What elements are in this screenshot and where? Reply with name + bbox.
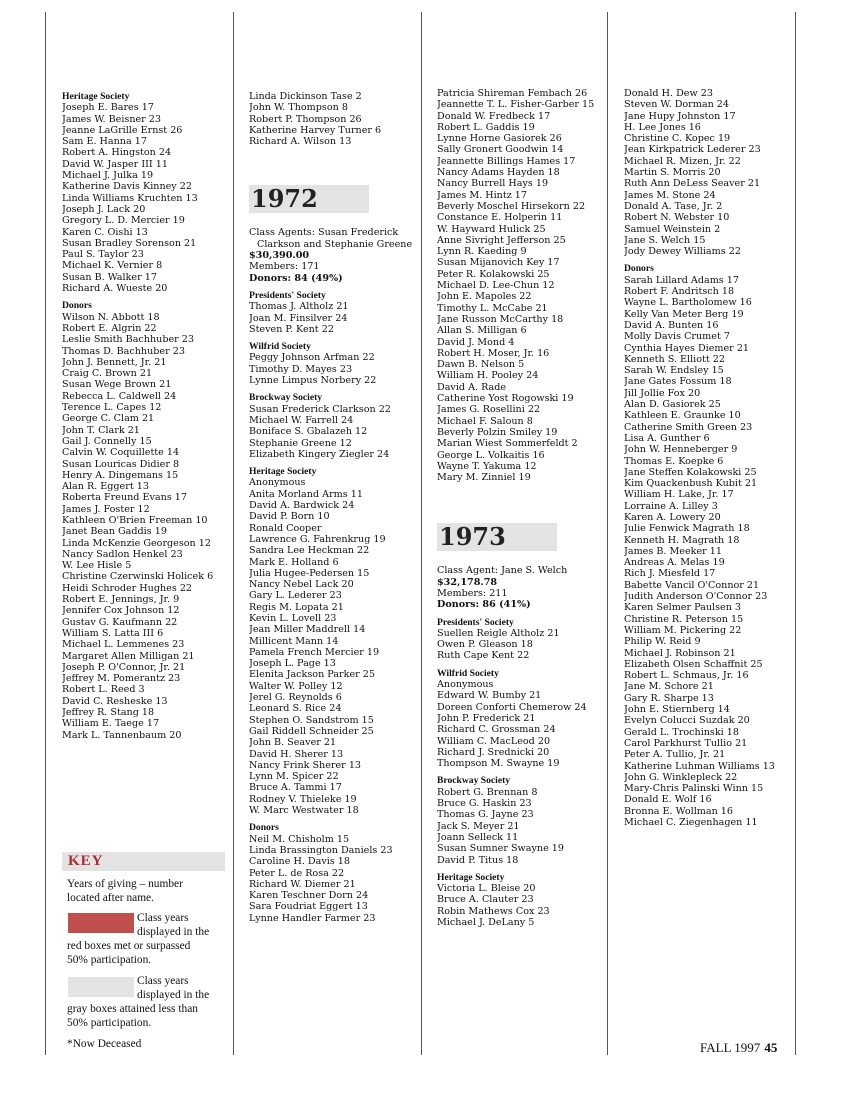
donor-name: David W. Jasper III 11 <box>62 158 168 170</box>
donor-name: Joann Selleck 11 <box>437 831 519 843</box>
key-header <box>62 852 225 871</box>
donor-name: Jean Miller Maddrell 14 <box>249 624 366 636</box>
donor-name: Joseph P. O'Connor, Jr. 21 <box>62 661 186 673</box>
donor-name: Jerel G. Reynolds 6 <box>249 692 342 704</box>
donor-name: Jeanne LaGrille Ernst 26 <box>62 124 183 136</box>
donor-name: Timothy L. McCabe 21 <box>437 302 548 314</box>
donor-name: Margaret Allen Milligan 21 <box>62 650 195 662</box>
donor-name: Wayne L. Bartholomew 16 <box>624 297 752 309</box>
donor-name: Joan M. Finsilver 24 <box>249 312 348 324</box>
deceased-note: *Now Deceased <box>67 1038 142 1050</box>
donor-name: Nancy Burrell Hays 19 <box>437 178 549 190</box>
donor-name: Lisa A. Gunther 6 <box>624 432 710 444</box>
section-title: Brockway Society <box>437 775 511 787</box>
donor-name: Robert L. Reed 3 <box>62 684 145 696</box>
donor-name: Gustav G. Kaufmann 22 <box>62 616 178 628</box>
donor-name: Anonymous <box>249 477 306 489</box>
donor-name: Joseph J. Lack 20 <box>62 203 146 215</box>
donor-name: Regis M. Lopata 21 <box>249 601 344 613</box>
donor-name: William H. Lake, Jr. 17 <box>624 489 734 501</box>
donor-name: James M. Hintz 17 <box>437 189 528 201</box>
donor-name: Michael J. Robinson 21 <box>624 647 736 659</box>
donor-name: Bruce G. Haskin 23 <box>437 798 532 810</box>
donor-name: Jeffrey R. Stang 18 <box>62 707 155 719</box>
column-rule-4 <box>607 12 608 1055</box>
donor-name: Craig C. Brown 21 <box>62 368 153 380</box>
donor-name: Donald E. Wolf 16 <box>624 794 712 806</box>
donor-name: David H. Sherer 13 <box>249 748 344 760</box>
donor-name: James G. Rosellini 22 <box>437 404 541 416</box>
issue-label: FALL 1997 <box>700 1040 761 1055</box>
donor-name: Kathleen O'Brien Freeman 10 <box>62 514 208 526</box>
donor-name: Paul S. Taylor 23 <box>62 249 144 261</box>
donor-name: Donald H. Dew 23 <box>624 88 713 99</box>
donor-name: Ronald Cooper <box>249 522 322 534</box>
donor-name: Wilson N. Abbott 18 <box>62 311 160 323</box>
donor-name: Timothy D. Mayes 23 <box>249 363 353 375</box>
donor-name: Jean Kirkpatrick Lederer 23 <box>624 144 761 156</box>
donor-name: Elizabeth Kingery Ziegler 24 <box>249 448 390 460</box>
donor-name: William E. Taege 17 <box>62 718 160 730</box>
donor-name: Millicent Mann 14 <box>249 635 339 647</box>
section-title: Presidents' Society <box>249 289 326 301</box>
donor-name: Mary M. Zinniel 19 <box>437 472 531 484</box>
donor-name: Kim Quackenbush Kubit 21 <box>624 478 758 490</box>
donor-name: Anne Sivright Jefferson 25 <box>437 234 566 246</box>
section-title: Donors <box>624 263 654 275</box>
donor-name: Beverly Moschel Hirsekorn 22 <box>437 200 586 212</box>
column-rule-5 <box>795 12 796 1055</box>
donor-name: Judith Anderson O'Connor 23 <box>624 591 768 603</box>
donor-name: Julia Hugee-Pedersen 15 <box>249 567 370 579</box>
donor-name: John E. Stiernberg 14 <box>624 704 730 716</box>
donor-name: Peter A. Tullio, Jr. 21 <box>624 749 726 761</box>
donor-name: George C. Clam 21 <box>62 413 155 425</box>
donor-name: Alan R. Eggert 13 <box>62 481 149 493</box>
column-4 <box>624 88 794 828</box>
donor-name: David A. Bardwick 24 <box>249 500 355 512</box>
donor-name: Nancy Sadlon Henkel 23 <box>62 548 183 560</box>
column-rule-3 <box>421 12 422 1055</box>
donor-name: Jill Jollie Fox 20 <box>624 387 701 399</box>
donor-name: Alan D. Gasiorek 25 <box>624 399 721 411</box>
donor-name: Henry A. Dingemans 15 <box>62 469 179 481</box>
class-agents: Class Agent: Jane S. Welch <box>437 565 568 577</box>
donor-name: John B. Seaver 21 <box>249 737 337 749</box>
class-agents-cont: Clarkson and Stephanie Greene <box>257 238 413 250</box>
donor-name: Gail J. Connelly 15 <box>62 435 152 447</box>
donor-name: Ruth Ann DeLess Seaver 21 <box>624 178 761 190</box>
donor-name: Robert H. Moser, Jr. 16 <box>437 347 550 359</box>
key-red-line-2: displayed in the <box>137 926 210 938</box>
key-gray-line-4: 50% participation. <box>67 1017 152 1029</box>
section-title: Heritage Society <box>249 466 317 478</box>
donor-name: William C. MacLeod 20 <box>437 735 551 747</box>
donor-name: W. Marc Westwater 18 <box>249 805 359 817</box>
donor-name: Boniface S. Gbalazeh 12 <box>249 426 368 438</box>
donor-name: Thompson M. Swayne 19 <box>437 758 560 770</box>
donor-name: Nancy Nebel Lack 20 <box>249 579 354 591</box>
donor-name: John G. Winklepleck 22 <box>624 771 738 783</box>
donor-name: Christine R. Peterson 15 <box>624 613 744 625</box>
donor-name: Jody Dewey Williams 22 <box>624 246 741 258</box>
donor-name: Kenneth S. Elliott 22 <box>624 353 725 365</box>
donor-name: Robert E. Jennings, Jr. 9 <box>62 594 180 606</box>
donor-name: Ruth Cape Kent 22 <box>437 650 530 662</box>
donor-name: Michael F. Saloun 8 <box>437 415 533 427</box>
donor-name: Sara Foudriat Eggert 13 <box>249 901 368 913</box>
donor-name: John T. Clark 21 <box>62 424 140 436</box>
donor-name: Lynn R. Kaeding 9 <box>437 246 527 258</box>
donor-name: Susan Bradley Sorenson 21 <box>62 237 197 249</box>
donor-name: Lynne Limpus Norbery 22 <box>249 375 377 387</box>
donor-name: Mary-Chris Palinski Winn 15 <box>624 783 764 795</box>
donor-name: William M. Pickering 22 <box>624 624 742 636</box>
donor-name: Kevin L. Lovell 23 <box>249 612 337 624</box>
section-title: Heritage Society <box>62 91 130 102</box>
donor-name: Evelyn Colucci Suzdak 20 <box>624 715 750 727</box>
donor-name: Robert E. Algrin 22 <box>62 322 157 334</box>
donor-name: Katherine Harvey Turner 6 <box>249 124 382 136</box>
donor-name: Robin Mathews Cox 23 <box>437 905 550 917</box>
column-rule-1 <box>45 12 46 1055</box>
donor-name: Rebecca L. Caldwell 24 <box>62 390 177 402</box>
donor-name: Linda Williams Kruchten 13 <box>62 192 198 204</box>
class-agents: Class Agents: Susan Frederick <box>249 227 399 239</box>
column-rule-2 <box>233 12 234 1055</box>
donor-name: Marian Wiest Sommerfeldt 2 <box>437 438 578 450</box>
class-year-box <box>437 523 557 551</box>
donor-name: Michael K. Vernier 8 <box>62 260 163 272</box>
donor-name: Gary L. Lederer 23 <box>249 590 342 602</box>
donor-name: Steven W. Dorman 24 <box>624 99 730 111</box>
donor-name: Kelly Van Meter Berg 19 <box>624 308 744 320</box>
donor-name: Richard A. Wueste 20 <box>62 283 168 295</box>
donor-name: W. Hayward Hulick 25 <box>437 223 546 235</box>
donor-name: Susan Sumner Swayne 19 <box>437 843 565 855</box>
donor-name: Rich J. Miesfeld 17 <box>624 568 716 580</box>
donor-name: John W. Thompson 8 <box>249 102 348 114</box>
donor-name: Heidi Schroder Hughes 22 <box>62 582 193 594</box>
donor-name: Jane S. Welch 15 <box>624 234 706 246</box>
donor-name: Linda McKenzie Georgeson 12 <box>62 537 211 549</box>
donor-name: Peter L. de Rosa 22 <box>249 867 345 879</box>
donor-name: Anita Morland Arms 11 <box>249 488 363 500</box>
donor-name: Peter R. Kolakowski 25 <box>437 268 550 280</box>
key-gray-line-3: gray boxes attained less than <box>67 1003 198 1015</box>
donor-name: Constance E. Holperin 11 <box>437 212 563 224</box>
donor-name: John J. Bennett, Jr. 21 <box>62 356 167 368</box>
donor-name: John P. Frederick 21 <box>437 712 536 724</box>
donor-name: Andreas A. Melas 19 <box>624 557 725 569</box>
donor-name: Linda Dickinson Tase 2 <box>249 91 362 102</box>
donor-name: Nancy Adams Hayden 18 <box>437 167 560 179</box>
donor-name: James M. Stone 24 <box>624 189 716 201</box>
donor-name: Robert G. Brennan 8 <box>437 786 538 798</box>
donor-name: Dawn B. Nelson 5 <box>437 359 525 371</box>
donor-name: Thomas E. Koepke 6 <box>624 455 724 467</box>
donor-name: Joseph L. Page 13 <box>249 658 336 670</box>
donor-name: Gregory L. D. Mercier 19 <box>62 215 185 227</box>
donor-name: Catherine Yost Rogowski 19 <box>437 393 574 405</box>
key-red-line-1: Class years <box>137 912 189 924</box>
donor-name: Carol Parkhurst Tullio 21 <box>624 737 748 749</box>
donor-name: Steven P. Kent 22 <box>249 323 334 335</box>
donor-name: Calvin W. Coquillette 14 <box>62 447 180 459</box>
donor-name: Robert N. Webster 10 <box>624 212 730 224</box>
donor-name: W. Lee Hisle 5 <box>62 560 132 572</box>
donor-name: Michael R. Mizen, Jr. 22 <box>624 155 741 167</box>
donor-name: Susan B. Walker 17 <box>62 271 157 283</box>
section-title: Heritage Society <box>437 871 505 883</box>
donor-name: Thomas G. Jayne 23 <box>437 809 534 821</box>
class-donors: Donors: 86 (41%) <box>437 599 531 611</box>
donor-name: Nancy Frink Sherer 13 <box>249 759 362 771</box>
key-intro-line-2: located after name. <box>67 892 154 904</box>
donor-name: Doreen Conforti Chemerow 24 <box>437 701 587 713</box>
donor-name: Kenneth H. Magrath 18 <box>624 534 740 546</box>
donor-name: Cynthia Hayes Diemer 21 <box>624 342 750 354</box>
donor-name: Lynn M. Spicer 22 <box>249 771 339 783</box>
donor-name: Richard A. Wilson 13 <box>249 136 352 148</box>
donor-name: Susan Mijanovich Key 17 <box>437 257 560 269</box>
donor-name: Catherine Smith Green 23 <box>624 421 753 433</box>
donor-name: David J. Mond 4 <box>437 336 515 348</box>
class-members: Members: 211 <box>437 587 508 599</box>
class-year-box <box>249 185 369 213</box>
donor-name: Robert L. Gaddis 19 <box>437 121 535 133</box>
donor-name: Leslie Smith Bachhuber 23 <box>62 334 194 346</box>
class-amount: $30,390.00 <box>249 250 310 262</box>
gray-swatch <box>68 977 134 997</box>
donor-name: George L. Volkaitis 16 <box>437 449 545 461</box>
donor-name: Roberta Freund Evans 17 <box>62 492 187 504</box>
donor-name: Jane M. Schore 21 <box>624 681 714 693</box>
donor-name: Richard J. Srednicki 20 <box>437 746 550 758</box>
donor-name: Rodney V. Thieleke 19 <box>249 793 357 805</box>
donor-name: Sarah W. Endsley 15 <box>624 365 724 377</box>
donor-name: Karen Teschner Dorn 24 <box>249 890 369 902</box>
donor-name: John E. Mapoles 22 <box>437 291 532 303</box>
donor-name: Michael L. Lemmenes 23 <box>62 639 185 651</box>
donor-name: David P. Titus 18 <box>437 854 519 866</box>
donor-name: Anonymous <box>437 679 494 691</box>
donor-name: Susan Louricas Didier 8 <box>62 458 180 470</box>
donor-name: Richard C. Grossman 24 <box>437 724 556 736</box>
donor-name: Allan S. Milligan 6 <box>437 325 527 337</box>
key-title: KEY <box>68 853 104 869</box>
donor-name: Sally Gronert Goodwin 14 <box>437 144 564 156</box>
donor-name: Patricia Shireman Fembach 26 <box>437 88 588 99</box>
donor-name: Jack S. Meyer 21 <box>437 820 520 832</box>
donor-name: Michael W. Farrell 24 <box>249 414 354 426</box>
donor-name: Thomas D. Bachhuber 23 <box>62 345 185 357</box>
column-2 <box>249 91 421 924</box>
donor-name: Victoria L. Bleise 20 <box>437 883 536 895</box>
donor-name: Philip W. Reid 9 <box>624 636 701 648</box>
class-donors: Donors: 84 (49%) <box>249 272 343 284</box>
donor-name: William H. Pooley 24 <box>437 370 539 382</box>
donor-name: Jennifer Cox Johnson 12 <box>62 605 180 617</box>
donor-name: Owen P. Gleason 18 <box>437 639 533 651</box>
donor-name: Elenita Jackson Parker 25 <box>249 669 375 681</box>
donor-name: Jeffrey M. Pomerantz 23 <box>62 673 181 685</box>
donor-name: James W. Beisner 23 <box>62 113 162 125</box>
donor-name: Kathleen E. Graunke 10 <box>624 410 741 422</box>
donor-name: Christine C. Kopec 19 <box>624 133 731 145</box>
key-red-line-4: 50% participation. <box>67 954 152 966</box>
donor-name: Peggy Johnson Arfman 22 <box>249 352 375 364</box>
donor-name: Sam E. Hanna 17 <box>62 136 147 148</box>
donor-name: Gary R. Sharpe 13 <box>624 692 714 704</box>
donor-name: Christine Czerwinski Holicek 6 <box>62 571 214 583</box>
donor-name: Robert L. Schmaus, Jr. 16 <box>624 670 749 682</box>
donor-name: Katherine Davis Kinney 22 <box>62 181 192 193</box>
column-1 <box>62 91 232 741</box>
donor-name: Mark E. Holland 6 <box>249 556 339 568</box>
section-title: Brockway Society <box>249 392 323 404</box>
donor-name: Jane Steffen Kolakowski 25 <box>624 466 757 478</box>
donor-name: Martin S. Morris 20 <box>624 167 721 179</box>
red-swatch <box>68 913 134 933</box>
donor-name: Karen C. Oishi 13 <box>62 226 148 238</box>
donor-name: Elizabeth Olsen Schaffnit 25 <box>624 658 763 670</box>
class-year: 1973 <box>439 522 506 552</box>
donor-name: Donald W. Fredbeck 17 <box>437 110 551 122</box>
donor-name: Bruce A. Tammi 17 <box>249 782 342 794</box>
donor-name: David A. Rade <box>437 381 507 393</box>
donor-name: Wayne T. Yakuma 12 <box>437 460 537 472</box>
donor-name: Molly Davis Crumet 7 <box>624 331 730 343</box>
donor-name: Linda Brassington Daniels 23 <box>249 844 393 856</box>
section-title: Donors <box>62 300 92 312</box>
column-3 <box>437 88 607 928</box>
donor-name: Jeannette Billings Hames 17 <box>437 155 576 167</box>
donor-name: Lynne Horne Gasiorek 26 <box>437 133 562 145</box>
donor-name: Michael J. DeLany 5 <box>437 917 535 928</box>
donor-name: Michael C. Ziegenhagen 11 <box>624 817 758 828</box>
donor-name: Richard W. Diemer 21 <box>249 878 356 890</box>
donor-name: Karen A. Lowery 20 <box>624 511 721 523</box>
class-year: 1972 <box>251 184 318 214</box>
donor-name: Pamela French Mercier 19 <box>249 646 380 658</box>
donor-name: David A. Bunten 16 <box>624 319 719 331</box>
section-title: Donors <box>249 822 279 834</box>
donor-name: David P. Born 10 <box>249 511 330 523</box>
donor-name: Mark L. Tannenbaum 20 <box>62 729 182 741</box>
donor-name: Robert P. Thompson 26 <box>249 113 362 125</box>
donor-name: James B. Meeker 11 <box>624 545 722 557</box>
donor-name: Julie Fenwick Magrath 18 <box>624 523 750 535</box>
donor-name: Donald A. Tase, Jr. 2 <box>624 200 723 212</box>
key-red-line-3: red boxes met or surpassed <box>67 940 191 952</box>
donor-name: Caroline H. Davis 18 <box>249 856 351 868</box>
key-gray-line-1: Class years <box>137 975 189 987</box>
donor-name: Beverly Polzin Smiley 19 <box>437 426 558 438</box>
donor-name: Janet Bean Gaddis 19 <box>62 526 167 538</box>
donor-name: Robert F. Andritsch 18 <box>624 286 735 298</box>
donor-name: Jane Russon McCarthy 18 <box>437 313 564 325</box>
donor-name: Lawrence G. Fahrenkrug 19 <box>249 533 386 545</box>
donor-name: Terence L. Capes 12 <box>62 402 162 414</box>
donor-name: Sandra Lee Heckman 22 <box>249 545 370 557</box>
class-members: Members: 171 <box>249 261 320 273</box>
donor-name: Joseph E. Bares 17 <box>62 102 154 114</box>
donor-name: William S. Latta III 6 <box>62 627 164 639</box>
donor-name: Jeannette T. L. Fisher-Garber 15 <box>437 99 595 111</box>
donor-name: Suellen Reigle Altholz 21 <box>437 627 560 639</box>
donor-name: Gerald L. Trochinski 18 <box>624 726 739 738</box>
donor-name: Neil M. Chisholm 15 <box>249 833 350 845</box>
page-number: 45 <box>764 1040 778 1055</box>
donor-name: Susan Wege Brown 21 <box>62 379 172 391</box>
donor-name: Stephanie Greene 12 <box>249 437 352 449</box>
section-title: Wilfrid Society <box>437 667 499 679</box>
key-intro-line-1: Years of giving – number <box>67 878 183 890</box>
donor-name: Bronna E. Wollman 16 <box>624 805 734 817</box>
donor-name: Michael D. Lee-Chun 12 <box>437 280 555 292</box>
donor-name: Lorraine A. Lilley 3 <box>624 500 718 512</box>
donor-name: Bruce A. Clauter 23 <box>437 894 534 906</box>
donor-name: H. Lee Jones 16 <box>624 121 701 133</box>
page-footer <box>700 1040 777 1056</box>
donor-name: Katherine Luhman Williams 13 <box>624 760 775 772</box>
donor-name: James J. Foster 12 <box>62 503 150 515</box>
donor-name: Susan Frederick Clarkson 22 <box>249 403 391 415</box>
key-gray-line-2: displayed in the <box>137 989 210 1001</box>
donor-name: Michael J. Julka 19 <box>62 170 154 182</box>
section-title: Wilfrid Society <box>249 341 311 353</box>
donor-name: Jane Gates Fossum 18 <box>624 376 732 388</box>
donor-name: Stephen O. Sandstrom 15 <box>249 714 374 726</box>
donor-name: Jane Hupy Johnston 17 <box>624 110 736 122</box>
donor-name: Walter W. Polley 12 <box>249 680 343 692</box>
donor-name: Sarah Lillard Adams 17 <box>624 274 739 286</box>
donor-name: Karen Selmer Paulsen 3 <box>624 602 742 614</box>
donor-name: Edward W. Bumby 21 <box>437 690 542 702</box>
donor-name: Lynne Handler Farmer 23 <box>249 912 376 924</box>
donor-name: John W. Henneberger 9 <box>624 444 738 456</box>
donor-name: Samuel Weinstein 2 <box>624 223 721 235</box>
donor-name: Robert A. Hingston 24 <box>62 147 172 159</box>
donor-name: Leonard S. Rice 24 <box>249 703 342 715</box>
donor-name: Gail Riddell Schneider 25 <box>249 725 374 737</box>
donor-name: David C. Resheske 13 <box>62 695 168 707</box>
class-amount: $32,178.78 <box>437 576 498 588</box>
donor-name: Thomas J. Altholz 21 <box>249 301 349 313</box>
section-title: Presidents' Society <box>437 616 514 628</box>
donor-name: Babette Vancil O'Connor 21 <box>624 579 760 591</box>
